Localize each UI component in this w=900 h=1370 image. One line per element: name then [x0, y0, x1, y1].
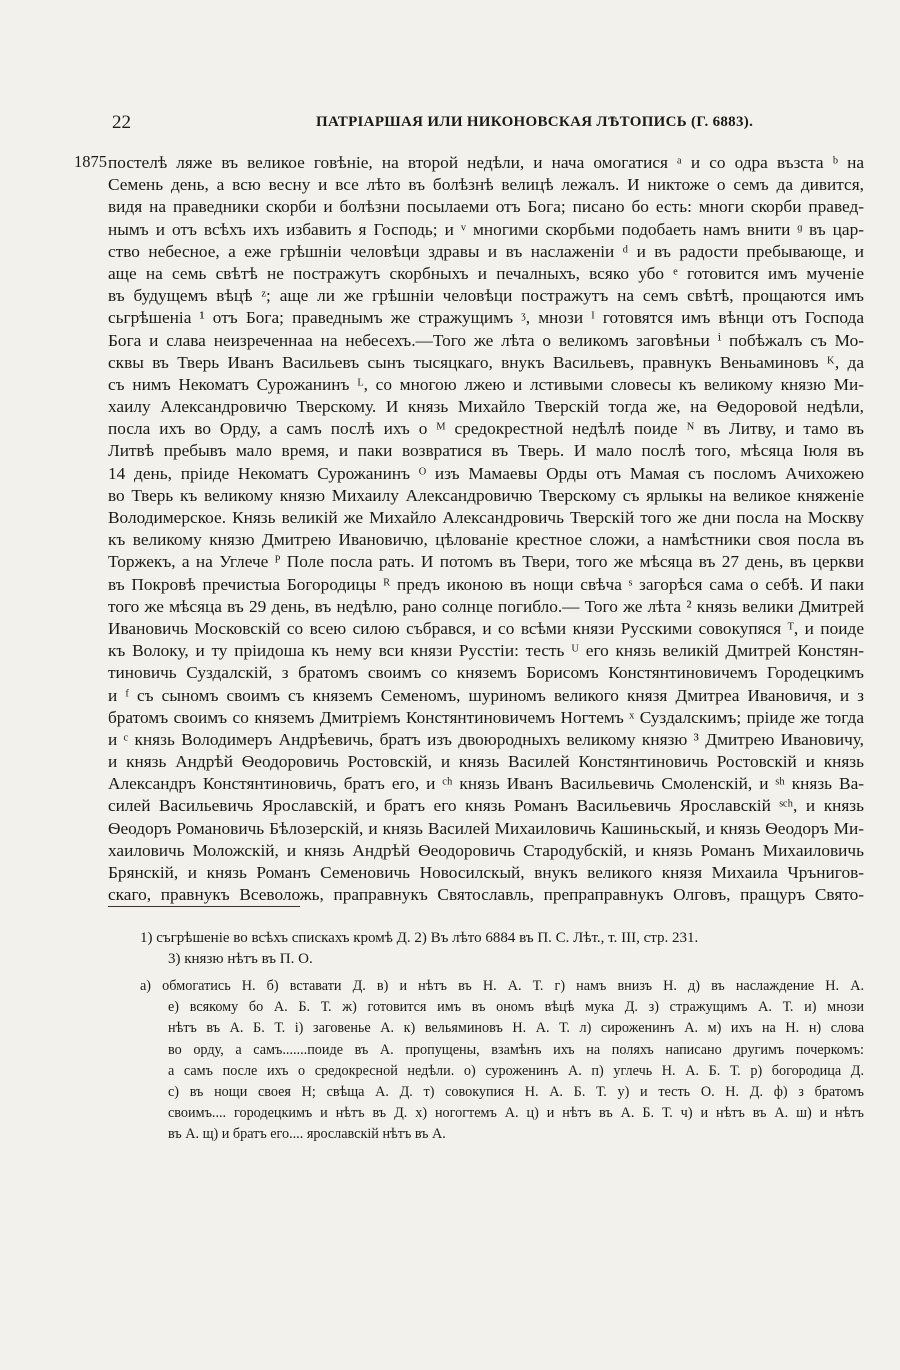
text-line: Александръ Констянтиновичь, братъ его, и ᶜʰ князь Иванъ Васильевичь Смоленскій, и ˢʰ князь Ва-: [108, 774, 864, 794]
footnote-rule: [108, 906, 300, 907]
text-line: силей Васильевичь Ярославскій, и братъ его князь Романъ Васильевичь Ярославскій ˢᶜʰ, и князь: [108, 796, 864, 816]
text-line: 14 день, пріиде Некоматъ Сурожанинъ ᴼ изъ Мамаевы Орды отъ Мамая съ посломъ Ачихожею: [108, 463, 864, 483]
text-line: аще на семь свѣтѣ не постражутъ скорбныхъ и печалныхъ, всяко убо ᵉ готовится имъ мученіе: [108, 263, 864, 283]
text-line: съ нимъ Некоматъ Сурожанинъ ᴸ, со многою лжею и лстивыми словесы къ великому князю Ми-: [108, 374, 864, 394]
text-line: хаилу Александровичю Тверскому. И князь Михайло Тверскій тогда же, на Ѳедоровой недѣли,: [108, 397, 864, 417]
text-line: ство небесное, а еже грѣшніи человѣци здравы и въ наслаженіи ᵈ и въ радости пребывающе, и: [108, 241, 864, 261]
text-line: во Тверь къ великому князю Михаилу Александровичю Тверскому съ ярлыкы на великое княженіе: [108, 485, 864, 505]
year-marker: 1875: [74, 152, 107, 171]
text-line: хаиловичь Моложскій, и князь Андрѣй Ѳеодоровичь Стародубскій, и князь Романъ Михаиловичь: [108, 840, 864, 860]
variant-line: е) всякому бо А. Б. Т. ж) готовится имъ въ ономъ вѣцѣ мука Д. з) стражущимъ А. Т. и) мнози: [168, 999, 864, 1016]
footnote-line: 1) съгрѣшеніе во всѣхъ спискахъ кромѣ Д. 2) Въ лѣто 6884 въ П. С. Лѣт., т. III, стр. 231.: [140, 930, 699, 946]
variant-line: а самъ после ихъ о средокресной недѣли. о) суроженинъ А. п) углечь Н. А. Б. Т. р) богородица Д.: [168, 1062, 864, 1079]
variant-line: а) обмогатись Н. б) вставати Д. в) и нѣтъ въ Н. А. Т. г) намъ внизъ Н. д) въ наслаждение Н. А.: [140, 978, 864, 994]
text-line: въ Покровѣ пречистыа Богородицы ᴿ предъ иконою въ нощи свѣча ˢ загорѣся сама о себѣ. И паки: [108, 574, 864, 594]
variant-line: с) въ нощи своея Н; свѣща А. Д. т) совокупися Н. А. Б. Т. у) и тесть О. Н. Д. ф) з братомъ: [168, 1083, 864, 1100]
variant-line: въ А. щ) и братъ его.... ярославскій нѣтъ въ А.: [168, 1126, 446, 1143]
text-line: Володимерское. Князь великій же Михайло Александровичь Тверскій того же дни посла на Москву: [108, 508, 864, 527]
page-title: ПАТРІАРШАЯ ИЛИ НИКОНОВСКАЯ ЛѢТОПИСЬ (Г. 6883).: [316, 114, 754, 130]
text-line: тиновичь Суздалскій, з братомъ своимъ со княземъ Борисомъ Констянтиновичемъ Городецкимъ: [108, 663, 864, 683]
main-text: [108, 152, 864, 906]
page-number: 22: [112, 112, 131, 133]
text-line: въ будущемъ вѣцѣ ᶻ; аще ли же грѣшніи человѣци постражутъ на семъ свѣтѣ, прощаются имъ: [108, 286, 864, 306]
text-line: видя на праведники скорби и болѣзни посылаеми отъ Бога; писано бо есть: многи скорби правед-: [108, 197, 864, 217]
text-line: къ великому князю Дмитрею Ивановичю, цѣлованіе крестное сложи, а намѣстники своя посла въ: [108, 530, 864, 550]
text-line: Литвѣ пребывъ мало время, и паки возвратися въ Тверь. И мало послѣ того, мѣсяца Іюля въ: [108, 441, 864, 461]
variant-line: нѣтъ въ А. Б. Т. і) заговенье А. к) вельяминовъ Н. А. Т. л) сироженинъ А. м) ихъ на Н. н) слова: [168, 1020, 864, 1037]
text-line: того же мѣсяца въ 29 день, въ недѣлю, рано солнце погибло.— Того же лѣта ² князь велики Дмитрей: [108, 596, 864, 616]
text-line: сьгрѣшеніа ¹ отъ Бога; праведнымъ же стражущимъ ᶾ, мнози ᴵ готовятся имъ вѣнци отъ Господа: [108, 308, 864, 328]
text-line: братомъ своимъ со княземъ Дмитріемъ Констянтиновичемъ Ногтемъ ˣ Суздалскимъ; пріиде же тогда: [108, 707, 864, 727]
text-line: и князь Андрѣй Ѳеодоровичь Ростовскій, и князь Василей Констянтиновичь Ростовскій и князь: [108, 752, 864, 772]
text-line: постелѣ ляже въ великое говѣніе, на второй недѣли, и нача омогатися ᵃ и со одра възста ᵇ на: [108, 153, 864, 172]
text-line: и ᶜ князь Володимеръ Андрѣевичь, братъ изъ двоюродныхъ великому князю ³ Дмитрею Ивановичу,: [108, 729, 864, 749]
text-line: и ᶠ съ сыномъ своимъ съ княземъ Семеномъ, шуриномъ великого князя Дмитреа Ивановичя, и з: [108, 685, 864, 705]
text-line: сквы въ Тверь Иванъ Васильевъ сынъ тысяцкаго, внукъ Васильевъ, правнукъ Веньаминовъ ᴷ, да: [108, 352, 864, 372]
footnotes: [140, 928, 864, 970]
variant-readings: [140, 976, 864, 1146]
text-line: нымъ и отъ всѣхъ ихъ избавить я Господь; и ᵛ многими скорбьми подобаеть намъ внити ᶢ въ цар-: [108, 219, 864, 239]
text-line: посла ихъ во Орду, а самъ послѣ ихъ о ᴹ средокрестной недѣлѣ поиде ᴺ въ Литву, и тамо въ: [108, 419, 864, 439]
text-line: Брянскій, и князь Романъ Семеновичь Новосилскый, внукъ великого князя Михаила Чрънигов-: [108, 863, 864, 882]
footnote-line: 3) князю нѣтъ въ П. О.: [168, 951, 313, 967]
variant-line: во орду, а самъ.......поиде въ А. пропущены, взамѣнъ ихъ на поляхъ написано другимъ почеркомъ:: [168, 1041, 864, 1058]
text-line: Ѳеодоръ Романовичь Бѣлозерскій, и князь Василей Михаиловичь Кашиньскый, и князь Ѳеодоръ Ми-: [108, 818, 864, 838]
text-line: Торжекъ, а на Углече ᴾ Поле посла рать. И потомъ въ Твери, того же мѣсяца въ 27 день, въ церкви: [108, 552, 864, 572]
text-line: къ Волоку, и ту пріидоша къ нему вси князи Русстіи: тесть ᵁ его князь великій Дмитрей Констян-: [108, 641, 864, 661]
text-line: скаго, правнукъ Всеволожь, праправнукъ Святославль, препраправнукъ Олговъ, пращуръ Свято-: [108, 885, 864, 905]
text-line: Ивановичь Московскій со всею силою събрався, и со всѣми князи Русскими совокупяся ᵀ, и поиде: [108, 618, 864, 638]
text-line: Бога и слава неизреченнаа на небесехъ.—Того же лѣта о великомъ заговѣньи ⁱ побѣжалъ съ Мо-: [108, 330, 864, 350]
variant-line: своимъ.... городецкимъ и нѣтъ въ Д. х) ногогтемъ А. ц) и нѣтъ въ А. Б. Т. ч) и нѣтъ въ А. ш) и нѣтъ: [168, 1105, 864, 1122]
text-line: Семень день, а всю весну и все лѣто въ болѣзнѣ велицѣ лежалъ. И никтоже о семъ да дивится,: [108, 175, 864, 195]
